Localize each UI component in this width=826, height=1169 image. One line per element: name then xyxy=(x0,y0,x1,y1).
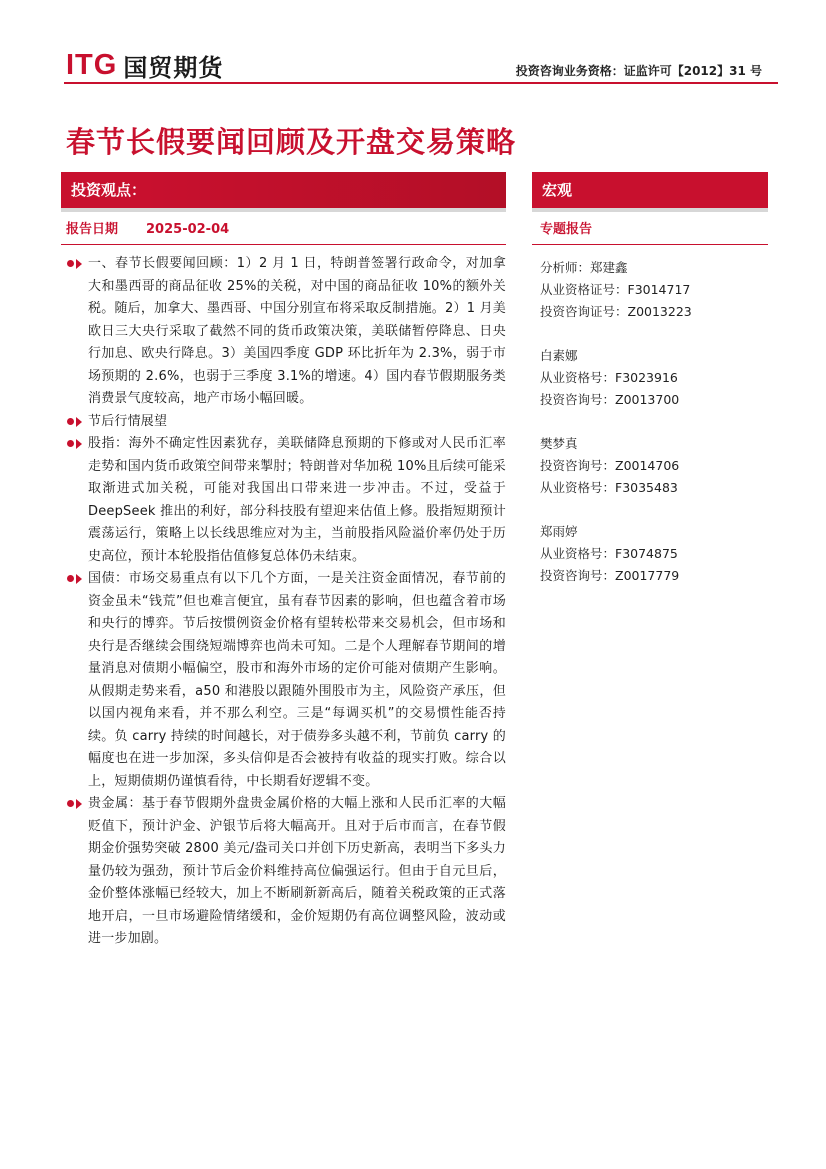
bullet-dot-icon xyxy=(67,418,74,425)
analyst-consulting-number: 投资咨询号：Z0013700 xyxy=(540,392,680,407)
bullet-arrow-icon xyxy=(76,417,82,427)
bullet-arrow-icon xyxy=(76,259,82,269)
analyst-name: 白素娜 xyxy=(540,348,578,363)
bullet-outlook xyxy=(64,411,506,434)
investment-view-content xyxy=(64,253,506,951)
bullet-holiday-review xyxy=(64,253,506,411)
bullet-dot-icon xyxy=(67,260,74,267)
analyst-consulting-number: 投资咨询证号：Z0013223 xyxy=(540,304,692,319)
bullet-text: 一、春节长假要闻回顾：1）2 月 1 日，特朗普签署行政命令，对加拿大和墨西哥的商品征收 25%的关税，对中国的商品征收 10%的额外关税。随后，加拿大、墨西哥、中国分别宣布将采取反制措施。2）1 月美欧日三大央行采取了截然不同的货币政策决策，美联储暂停降息、日央行加息、欧央行降息。3）美国四季度 GDP 环比折年为 2.3%，弱于市场预期的 2.6%，也弱于三季度 3.1%的增速。4）国内春节假期服务类消费景气度较高，地产市场小幅回暖。 xyxy=(88,256,506,406)
analyst-qualification: 从业资格号：F3074875 xyxy=(540,546,678,561)
analyst-block xyxy=(540,257,770,323)
report-date-value: 2025-02-04 xyxy=(146,222,230,237)
bullet-dot-icon xyxy=(67,575,74,582)
report-date-label: 报告日期 xyxy=(66,222,119,237)
analyst-name: 樊梦真 xyxy=(540,436,578,451)
logo-cn-text: 国贸期货 xyxy=(123,53,224,82)
analyst-name: 分析师：郑建鑫 xyxy=(540,260,628,275)
bullet-stock-index xyxy=(64,433,506,568)
analyst-consulting-number: 投资咨询号：Z0017779 xyxy=(540,568,680,583)
analyst-list xyxy=(540,257,770,609)
bullet-text: 节后行情展望 xyxy=(88,413,168,429)
bullet-text: 国债：市场交易重点有以下几个方面，一是关注资金面情况，春节前的资金虽未“钱荒”但也难言便宜，虽有春节因素的影响，但也蕴含着市场和央行的博弈。节后按惯例资金价格有望转松带来交易机会，但市场和央行是否继续会围绕短端博弈也尚未可知。二是个人理解春节期间的增量消息对债期小幅偏空，股市和海外市场的定价可能对债期产生影响。从假期走势来看，a50 和港股以跟随外围股市为主，风险资产承压，但以国内视角来看，并不那么利空。三是“每调买机”的交易惯性能否持续。负 carry 持续的时间越长，对于债券多头越不利，节前负 carry 的幅度也在进一步加深，多头信仰是否会被持有收益的现实打败。综合以上，短期债期仍谨慎看待，中长期看好逻辑不变。 xyxy=(88,571,506,789)
analyst-qualification: 从业资格号：F3023916 xyxy=(540,370,678,385)
report-title: 春节长假要闻回顾及开盘交易策略 xyxy=(66,125,517,159)
bullet-text: 贵金属：基于春节假期外盘贵金属价格的大幅上涨和人民币汇率的大幅贬值下，预计沪金、沪银节后将大幅高开。且对于后市而言，在春节假期金价强势突破 2800 美元/盎司关口并创下历史新高，表明当下多头力量仍较为强劲，预计节后金价料维持高位偏强运行。但由于自元旦后，金价整体涨幅已经较大，加上不断刷新新高后，随着关税政策的正式落地开启，一旦市场避险情绪缓和，金价短期仍有高位调整风险，波动或进一步加剧。 xyxy=(88,796,506,946)
date-divider xyxy=(61,244,506,245)
company-logo xyxy=(66,47,223,83)
bullet-arrow-icon xyxy=(76,799,82,809)
analyst-block xyxy=(540,433,770,499)
bullet-arrow-icon xyxy=(76,439,82,449)
logo-itg-text: ITG xyxy=(66,48,118,81)
report-date-row xyxy=(66,218,229,237)
analyst-block xyxy=(540,521,770,587)
bullet-precious-metals xyxy=(64,793,506,951)
analyst-block xyxy=(540,345,770,411)
bullet-dot-icon xyxy=(67,800,74,807)
header-divider xyxy=(64,82,778,84)
type-divider xyxy=(532,244,768,245)
heading-shadow-left xyxy=(61,208,506,212)
bullet-text: 股指：海外不确定性因素犹存，美联储降息预期的下修或对人民币汇率走势和国内货币政策空间带来掣肘；特朗普对华加税 10%且后续可能采取渐进式加关税，可能对我国出口带来进一步冲击。不过，受益于 DeepSeek 推出的利好，部分科技股有望迎来估值上修。股指短期预计震荡运行，策略上以长线思维应对为主，当前股指风险溢价率仍处于历史高位，预计本轮股指估值修复总体仍未结束。 xyxy=(88,436,506,564)
heading-shadow-right xyxy=(532,208,768,212)
analyst-name: 郑雨婷 xyxy=(540,524,578,539)
bullet-dot-icon xyxy=(67,440,74,447)
analyst-qualification: 从业资格号：F3035483 xyxy=(540,480,678,495)
analyst-consulting-number: 投资咨询号：Z0014706 xyxy=(540,458,680,473)
bullet-treasury xyxy=(64,568,506,793)
category-heading: 宏观 xyxy=(532,172,768,208)
analyst-qualification: 从业资格证号：F3014717 xyxy=(540,282,691,297)
report-type-label: 专题报告 xyxy=(540,222,593,237)
investment-view-heading: 投资观点： xyxy=(61,172,506,208)
bullet-arrow-icon xyxy=(76,574,82,584)
license-text: 投资咨询业务资格：证监许可【2012】31 号 xyxy=(515,64,762,78)
